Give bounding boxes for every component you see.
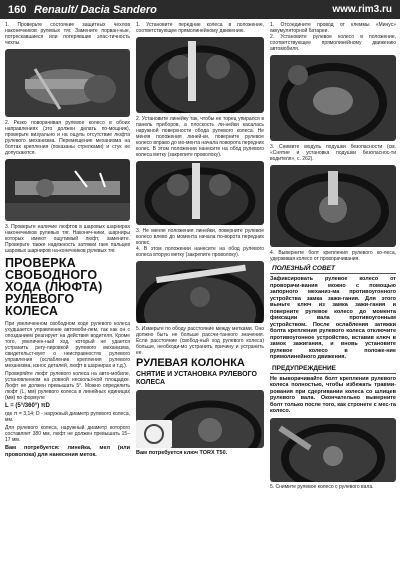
column-right xyxy=(270,22,396,490)
step-text: 4. В этом положении нанесите на обод рулевого колеса вторую метку (закрепите проволоку). xyxy=(136,246,264,258)
warning-title: ПРЕДУПРЕЖДЕНИЕ xyxy=(270,364,396,374)
step-text: 2. Установите линейку так, чтобы ее торец упирался в панель приборов, а плоскость ли-нейки касалась наружной поверхности обода рулевого колеса. Не меняя положения линей-ки, поверните рулевое колесо вправо до мо-мента начала поворота передних колес. В этом положении нанесите на обод рулевого колеса метку (закрепите проволоку). xyxy=(136,116,264,158)
photo-wheel-bolt xyxy=(270,165,396,247)
warning-text: Не выворачивайте болт крепления рулевого колеса полностью, чтобы избежать травми-рования при сдергивании колеса со шлицев рулевого вала. Окончательно выверните болт только после того, как стронете с мес-та колесо. xyxy=(270,375,396,414)
photo-ruler-dashboard-1 xyxy=(136,37,264,113)
photo-measure-marks xyxy=(136,261,264,323)
step-text: 2. Резко поворачивая рулевое колесо в обоих направлениях (это должен делать по-мощник), проверьте визуально и на ощупь отсутствие люфта рулевого механизма. Перемещение механизма на болтах крепления (показаны стрелками) и стук не допускаются. xyxy=(5,120,130,156)
subsection-heading: СНЯТИЕ И УСТАНОВКА РУЛЕВОГО КОЛЕСА xyxy=(136,371,257,386)
step-text: 2. Установите рулевое колесо в положение, соответствующее прямолинейному движению автомобиля. xyxy=(270,34,396,52)
tip-title: ПОЛЕЗНЫЙ СОВЕТ xyxy=(270,264,396,274)
step-text: 5. Снимите рулевое колесо с рулевого вала. xyxy=(270,483,374,490)
photo-ruler-dashboard-2 xyxy=(136,161,264,225)
body-text: При увеличенном свободном ходе рулевого колеса ухудшается управление автомоби-лем, так как он с опозданием реагирует на действия водителя. Кроме того, увеличен-ный ход, который не удается устранить регу-лировкой рулевого механизма, свидетельст-вует о неисправностях рулевого управления (ослабление крепления рулевого механизма, износ деталей, люфт в шарнирах и т.д.). xyxy=(5,321,130,369)
section-heading: РУЛЕВАЯ КОЛОНКА xyxy=(136,357,245,369)
formula: L = (5°/360°) πD xyxy=(5,403,50,409)
body-text: Для рулевого колеса, наружный диаметр которого составляет 380 мм, люфт не должен превышать 15–17 мм. xyxy=(5,425,130,443)
section-heading: ПРОВЕРКА СВОБОДНОГО ХОДА (ЛЮФТА) РУЛЕВОГО КОЛЕСА xyxy=(5,256,103,318)
tools-needed: Вам потребуется: линейка, мел (или проволока) для нанесения меток. xyxy=(5,445,130,458)
column-middle xyxy=(136,22,264,457)
step-text: 1. Отсоедините провод от клеммы «Минус» аккумуляторной батареи. xyxy=(270,22,396,34)
tip-text: Зафиксировать рулевое колесо от проворачи-вания можно с помощью запорного механиз-ма противоугонного устройства замка зажи-гания. Для этого выньте ключ из замка зажи-гания и поверните рулевое колесо до момента фиксации вала противоугонным устройством. После ослабления затяжки болта крепления рулевого колеса отключите противоугонное устройство, вставив ключ в замок зажигания, и вновь установите рулевое колесо в положе-ние прямолинейного движения. xyxy=(270,276,396,360)
body-text: где π = 3,14; D - наружный диаметр рулевого колеса, мм. xyxy=(5,411,130,423)
page-header xyxy=(0,0,400,19)
photo-airbag-module xyxy=(270,55,396,141)
step-text: 1. Установите передние колеса в положение, соответствующее прямолинейному движению. xyxy=(136,22,264,34)
photo-steering-rack xyxy=(5,159,130,221)
site-link[interactable]: www.rim3.ru xyxy=(332,4,392,15)
tools-needed: Вам потребуется ключ TORX Т50. xyxy=(136,450,228,456)
book-title: Renault/ Dacia Sandero xyxy=(34,3,157,16)
photo-remove-wheel xyxy=(270,418,396,482)
step-text: 3. Проверьте наличие люфтов в шаровых шарнирах наконечников рулевых тяг. Наконеч-ники, шарниры которых имеют ощутимый люфт, замените. Проверьте также надежность затяжки гаек пальцев шаровых шарниров на-конечников рулевых тяг. xyxy=(5,224,130,254)
photo-steering-wheel-removal xyxy=(136,390,264,448)
step-text: 4. Выверните болт крепления рулевого ко-леса, удерживая колесо от проворачивания. xyxy=(270,250,396,262)
column-left xyxy=(5,22,130,458)
photo-tie-rod-boot xyxy=(5,49,130,117)
step-text: 3. Снимите модуль подушки безопасности (см. «Снятие и установка подушки безопаснос-ти водителя», с. 262). xyxy=(270,144,396,162)
step-text: 3. Не меняя положения линейки, поверните рулевое колесо влево до момента начала по-ворота передних колес. xyxy=(136,228,264,246)
step-text: 5. Измерьте по ободу расстояние между метками. Оно должно быть не больше рассчи-танного значения. Если расстояние (свобод-ный ход рулевого колеса) больше, необходи-мо устранить причину и устранить ее. xyxy=(136,326,264,356)
body-text: Проверяйте люфт рулевого колеса на авто-мобиле, установленном на ровной нескольз-кой площадке. Люфт не должен превышать 5°. Можно определить люфт (L, мм) рулевого колеса в линейных единицах (мм) по формуле xyxy=(5,371,130,401)
step-text: 1. Проверьте состояние защитных чехлов наконечников рулевых тяг. Замените порван-ные, потрескавшиеся или потерявшие элас-тичность чехлы. xyxy=(5,22,130,46)
page-number: 160 xyxy=(8,3,27,16)
